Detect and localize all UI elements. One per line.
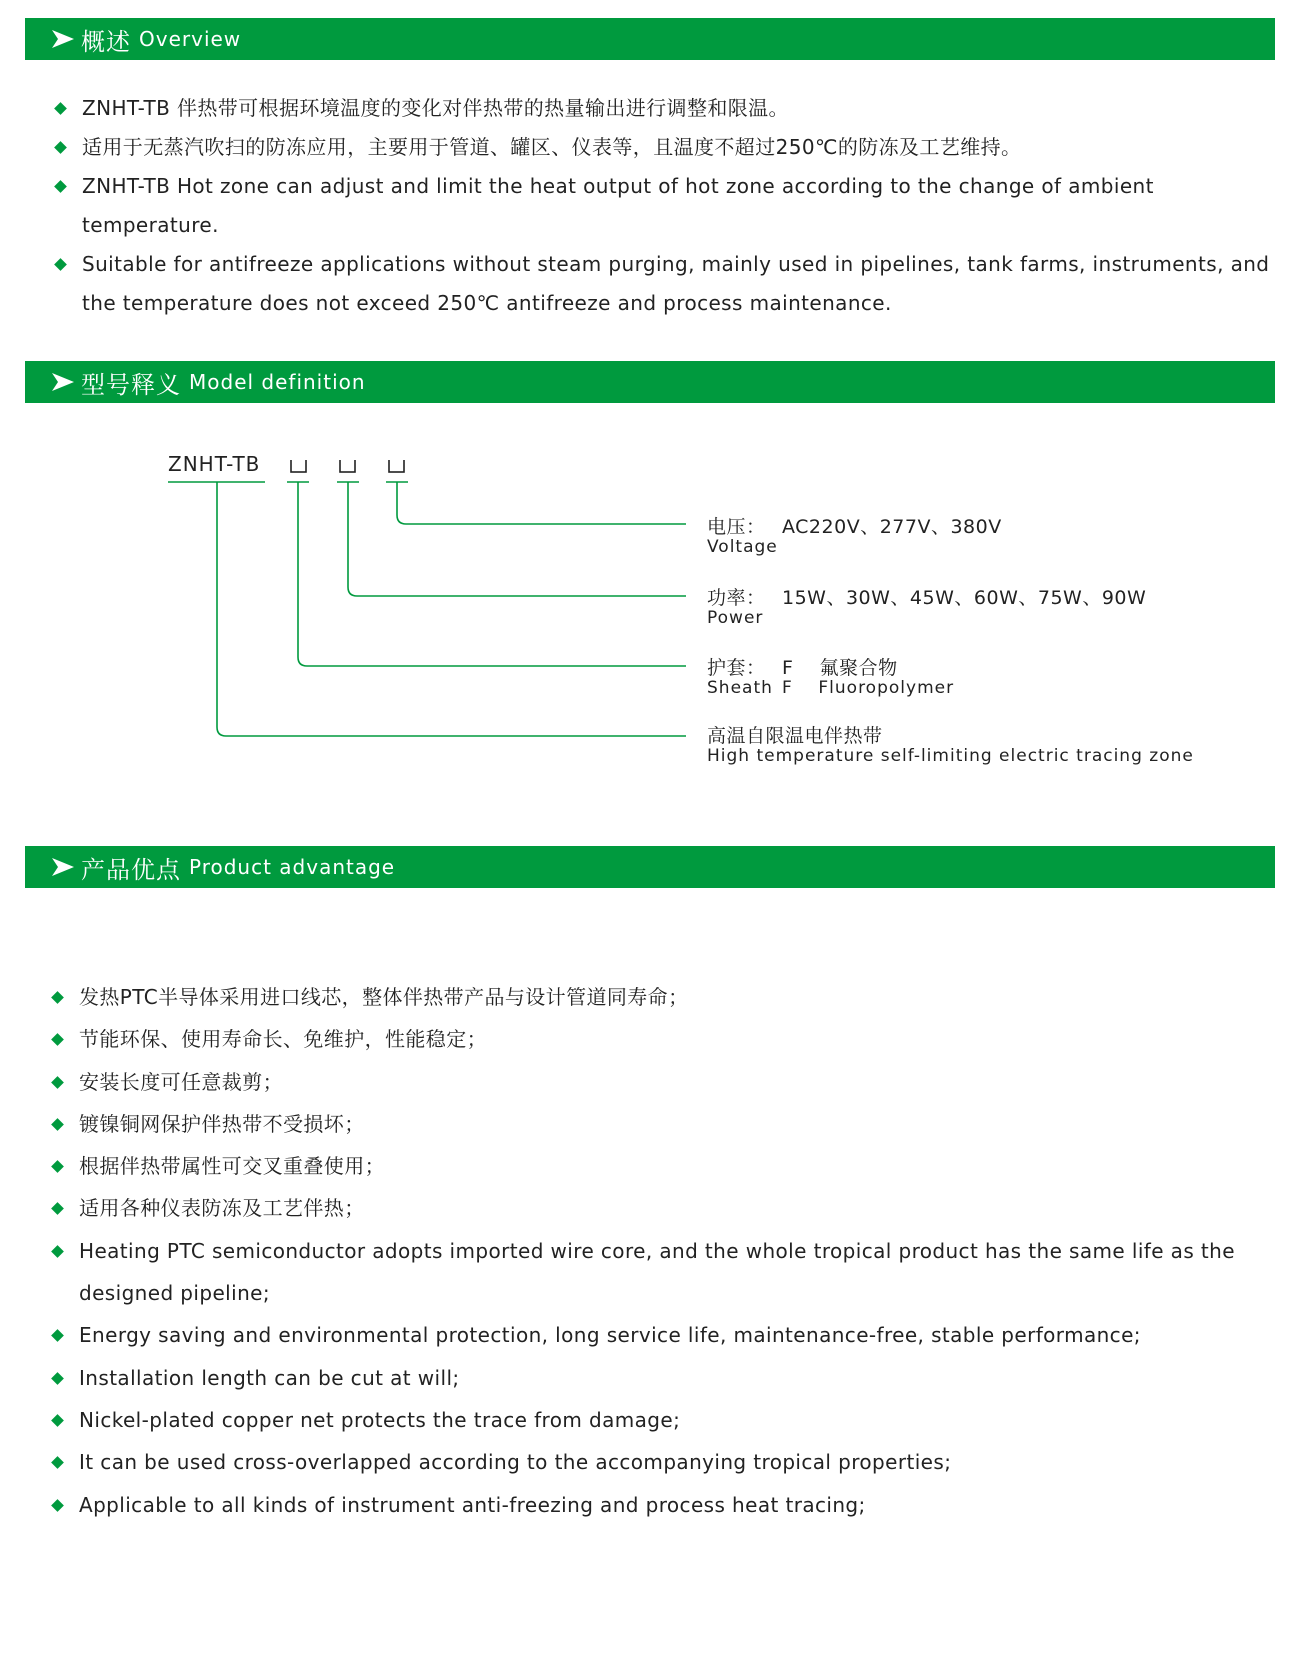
spec-power-label-en: Power: [707, 608, 764, 628]
bullet-diamond-icon: [51, 1033, 64, 1046]
bullet-diamond-icon: [54, 258, 67, 271]
arrow-right-icon: [51, 372, 75, 392]
bullet-diamond-icon: [51, 1076, 64, 1089]
section-title-en: Product advantage: [189, 855, 396, 879]
bullet-diamond-icon: [51, 1330, 64, 1343]
section-title-cn: 型号释义: [81, 370, 181, 399]
section-title-en: Model definition: [189, 370, 366, 394]
section-header-model: [25, 361, 1275, 403]
bullet-diamond-icon: [51, 1118, 64, 1131]
spec-voltage-label: 电压：: [707, 516, 766, 538]
model-box-1: [291, 460, 306, 472]
list-item: 适用各种仪表防冻及工艺伴热；: [47, 1187, 1277, 1229]
bullet-diamond-icon: [54, 180, 67, 193]
leader-power: [348, 482, 686, 596]
bullet-diamond-icon: [54, 102, 67, 115]
section-header-advantage: [25, 846, 1275, 888]
spec-voltage-label-en: Voltage: [707, 537, 778, 557]
model-box-2: [340, 460, 355, 472]
spec-sheath-label-en: Sheath: [707, 678, 773, 698]
list-item: 根据伴热带属性可交叉重叠使用；: [47, 1145, 1277, 1187]
spec-power-value: 15W、30W、45W、60W、75W、90W: [782, 587, 1147, 609]
spec-sheath-value: F 氟聚合物: [782, 657, 898, 679]
leader-type: [217, 482, 686, 736]
bullet-diamond-icon: [51, 1372, 64, 1385]
arrow-right-icon: [51, 857, 75, 877]
list-item: ZNHT-TB 伴热带可根据环境温度的变化对伴热带的热量输出进行调整和限温。: [50, 89, 1280, 128]
list-item: Installation length can be cut at will;: [47, 1357, 1277, 1399]
section-header-overview: [25, 18, 1275, 60]
list-item: Suitable for antifreeze applications without steam purging, mainly used in pipelines, tank farms, instruments, and the temperature does not exceed 250℃ antifreeze and process maintenance.: [50, 245, 1280, 323]
model-leader-lines: [0, 460, 700, 770]
bullet-diamond-icon: [51, 1456, 64, 1469]
list-item: 节能环保、使用寿命长、免维护，性能稳定；: [47, 1018, 1277, 1060]
spec-voltage-value: AC220V、277V、380V: [782, 516, 1002, 538]
section-title-en: Overview: [139, 27, 242, 51]
spec-type-label: 高温自限温电伴热带: [707, 725, 883, 747]
leader-voltage: [397, 482, 686, 524]
bullet-diamond-icon: [51, 1499, 64, 1512]
spec-sheath-label: 护套：: [707, 657, 766, 679]
list-item: 发热PTC半导体采用进口线芯，整体伴热带产品与设计管道同寿命；: [47, 976, 1277, 1018]
list-item: Nickel-plated copper net protects the trace from damage;: [47, 1399, 1277, 1441]
list-item: 适用于无蒸汽吹扫的防冻应用，主要用于管道、罐区、仪表等，且温度不超过250℃的防冻及工艺维持。: [50, 128, 1280, 167]
bullet-diamond-icon: [51, 1414, 64, 1427]
advantage-list: [47, 976, 1277, 1526]
bullet-diamond-icon: [51, 1245, 64, 1258]
model-code: ZNHT-TB: [168, 452, 261, 476]
spec-sheath-value-en: F Fluoropolymer: [782, 678, 955, 698]
list-item: Energy saving and environmental protection, long service life, maintenance-free, stable performance;: [47, 1314, 1277, 1356]
overview-list: [50, 89, 1280, 323]
section-title-cn: 产品优点: [81, 855, 181, 884]
list-item: 镀镍铜网保护伴热带不受损坏；: [47, 1103, 1277, 1145]
list-item: ZNHT-TB Hot zone can adjust and limit the heat output of hot zone according to the change of ambient temperature.: [50, 167, 1280, 245]
bullet-diamond-icon: [54, 141, 67, 154]
bullet-diamond-icon: [51, 1160, 64, 1173]
list-item: Heating PTC semiconductor adopts imported wire core, and the whole tropical product has the same life as the designed pipeline;: [47, 1230, 1277, 1315]
bullet-diamond-icon: [51, 991, 64, 1004]
list-item: It can be used cross-overlapped according to the accompanying tropical properties;: [47, 1441, 1277, 1483]
model-box-3: [389, 460, 404, 472]
leader-sheath: [298, 482, 686, 666]
spec-type-label-en: High temperature self-limiting electric tracing zone: [707, 746, 1194, 766]
list-item: Applicable to all kinds of instrument anti-freezing and process heat tracing;: [47, 1484, 1277, 1526]
arrow-right-icon: [51, 29, 75, 49]
bullet-diamond-icon: [51, 1203, 64, 1216]
section-title-cn: 概述: [81, 27, 131, 56]
spec-power-label: 功率：: [707, 587, 766, 609]
list-item: 安装长度可任意裁剪；: [47, 1061, 1277, 1103]
